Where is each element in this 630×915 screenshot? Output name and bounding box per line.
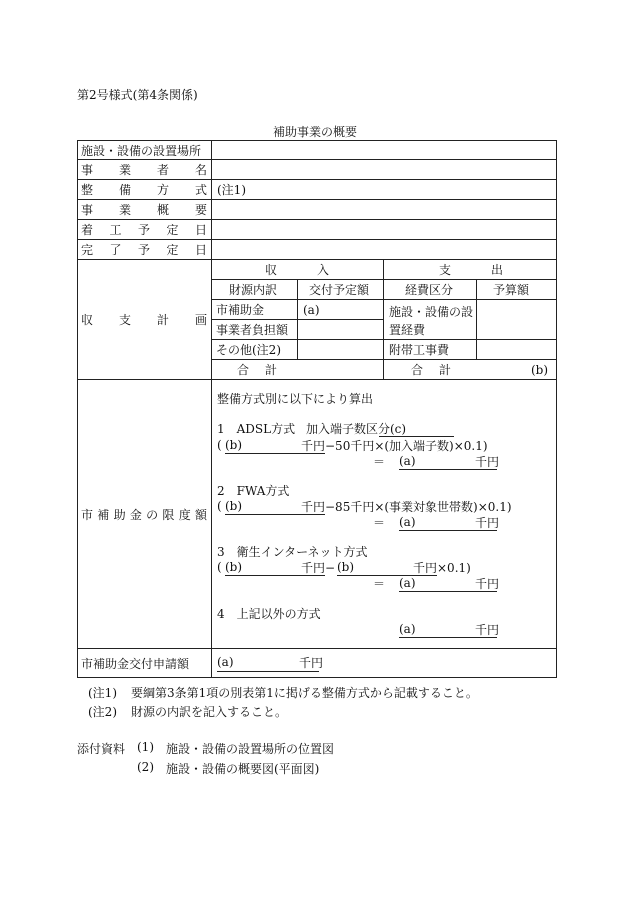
method-1-title: 1 ADSL方式 (217, 421, 296, 436)
note-2-label: (注2) (88, 705, 117, 719)
method-3-a: (a) (399, 576, 416, 590)
method-1-terminal-class: 加入端子数区分(c) (306, 421, 407, 436)
method-1-equals: ＝ (373, 454, 386, 469)
label-method: 整 備 方 式 (81, 183, 207, 197)
budget-line (476, 279, 477, 359)
label-grant-limit-char: 市 (81, 507, 94, 522)
label-grant-limit-char: の (146, 507, 159, 522)
note-1-label: (注1) (88, 686, 117, 700)
method-1-a-yen: 千円 (475, 454, 500, 469)
label-apply-amount: 市補助金交付申請額 (81, 656, 190, 671)
form-label: 第2号様式(第4条関係) (77, 88, 198, 102)
facility-cost-label-2: 置経費 (389, 322, 426, 337)
expense-total-mark: (b) (531, 362, 549, 377)
attachment-1-num: (1) (137, 740, 154, 754)
method-3-title: 3 衛生インターネット方式 (217, 544, 368, 559)
label-overview: 事 業 概 要 (81, 203, 207, 217)
method-3-b2: (b) (337, 560, 355, 574)
method-3-yen1: 千円− (301, 560, 336, 575)
method-2-a-yen: 千円 (475, 515, 500, 530)
table-border (77, 677, 557, 678)
label-operator: 事 業 者 名 (81, 163, 207, 177)
other-fund-label: その他(注2) (216, 343, 281, 357)
attachments-label: 添付資料 (77, 742, 126, 756)
calc-intro: 整備方式別に以下により算出 (217, 391, 374, 406)
method-3-formula: 千円×0.1) (413, 560, 471, 575)
expense-total-label: 合 計 (411, 363, 451, 377)
table-divider (211, 140, 212, 678)
method-2-a: (a) (399, 515, 416, 529)
budget-line (297, 279, 298, 359)
method-2-b-underline (225, 514, 325, 515)
expense-class-header: 経費区分 (405, 283, 454, 297)
label-grant-limit (81, 380, 207, 648)
method-1-b-underline (225, 453, 325, 454)
method-3-b1: (b) (225, 560, 243, 574)
label-grant-limit-char: 助 (113, 507, 126, 522)
label-grant-limit-char: 度 (178, 507, 191, 522)
city-grant-mark: (a) (303, 302, 320, 317)
budget-amount-header: 予算額 (493, 283, 530, 297)
page-title: 補助事業の概要 (272, 125, 357, 139)
method-2-formula: −85千円×(事業対象世帯数)×0.1) (325, 499, 512, 514)
note-2-text: 財源の内訳を記入すること。 (131, 705, 288, 719)
label-finish-date: 完 了 予 定 日 (81, 243, 207, 257)
incidental-cost-label: 附帯工事費 (389, 343, 450, 357)
method-4-a-yen: 千円 (475, 622, 500, 637)
operator-share-label: 事業者負担額 (216, 323, 289, 337)
city-grant-label: 市補助金 (216, 303, 265, 317)
method-3-b1-underline (225, 575, 325, 576)
method-4-a-underline (399, 637, 497, 638)
budget-line (383, 259, 384, 379)
label-grant-limit-char: 補 (97, 507, 110, 522)
label-grant-limit-char: 額 (194, 507, 207, 522)
method-2-b: (b) (225, 499, 243, 513)
attachment-1-text: 施設・設備の設置場所の位置図 (166, 742, 335, 756)
facility-cost-label-1: 施設・設備の設 (389, 304, 474, 319)
note-1-text: 要綱第3条第1項の別表第1に掲げる整備方式から記載すること。 (131, 686, 478, 700)
label-grant-limit-char: 金 (129, 507, 142, 522)
overview-table (77, 140, 557, 678)
table-border (556, 140, 557, 678)
method-2-paren: ( (217, 499, 222, 513)
table-border (77, 140, 78, 678)
method-3-paren: ( (217, 560, 222, 574)
income-header: 収 入 (265, 263, 329, 277)
method-4-title: 4 上記以外の方式 (217, 606, 321, 621)
method-note: (注1) (217, 183, 246, 197)
method-3-b2-underline (337, 575, 437, 576)
apply-mark: (a) (217, 655, 234, 669)
method-1-formula: −50千円×(加入端子数)×0.1) (325, 438, 488, 453)
label-grant-limit-char: 限 (162, 507, 175, 522)
apply-yen: 千円 (299, 655, 324, 670)
method-1-paren: ( (217, 438, 222, 452)
method-3-equals: ＝ (373, 576, 386, 591)
method-1-a: (a) (399, 454, 416, 468)
expense-header: 支 出 (439, 263, 503, 277)
fund-breakdown-header: 財源内訳 (229, 283, 278, 297)
method-1-yen: 千円 (301, 438, 326, 453)
method-3-a-underline (399, 591, 497, 592)
method-2-title: 2 FWA方式 (217, 483, 290, 498)
label-start-date: 着 工 予 定 日 (81, 223, 207, 237)
method-3-a-yen: 千円 (475, 576, 500, 591)
method-2-equals: ＝ (373, 515, 386, 530)
method-1-a-underline (399, 469, 497, 470)
label-budget-plan: 収 支 計 画 (81, 313, 207, 327)
income-total-label: 合 計 (237, 363, 277, 377)
method-2-yen: 千円 (301, 499, 326, 514)
method-4-a: (a) (399, 622, 416, 636)
apply-underline (217, 671, 319, 672)
method-2-a-underline (399, 530, 497, 531)
attachment-2-text: 施設・設備の概要図(平面図) (166, 762, 320, 776)
attachment-2-num: (2) (137, 760, 154, 774)
method-1-b: (b) (225, 438, 243, 452)
label-location: 施設・設備の設置場所 (81, 143, 202, 158)
grant-plan-header: 交付予定額 (309, 283, 370, 297)
